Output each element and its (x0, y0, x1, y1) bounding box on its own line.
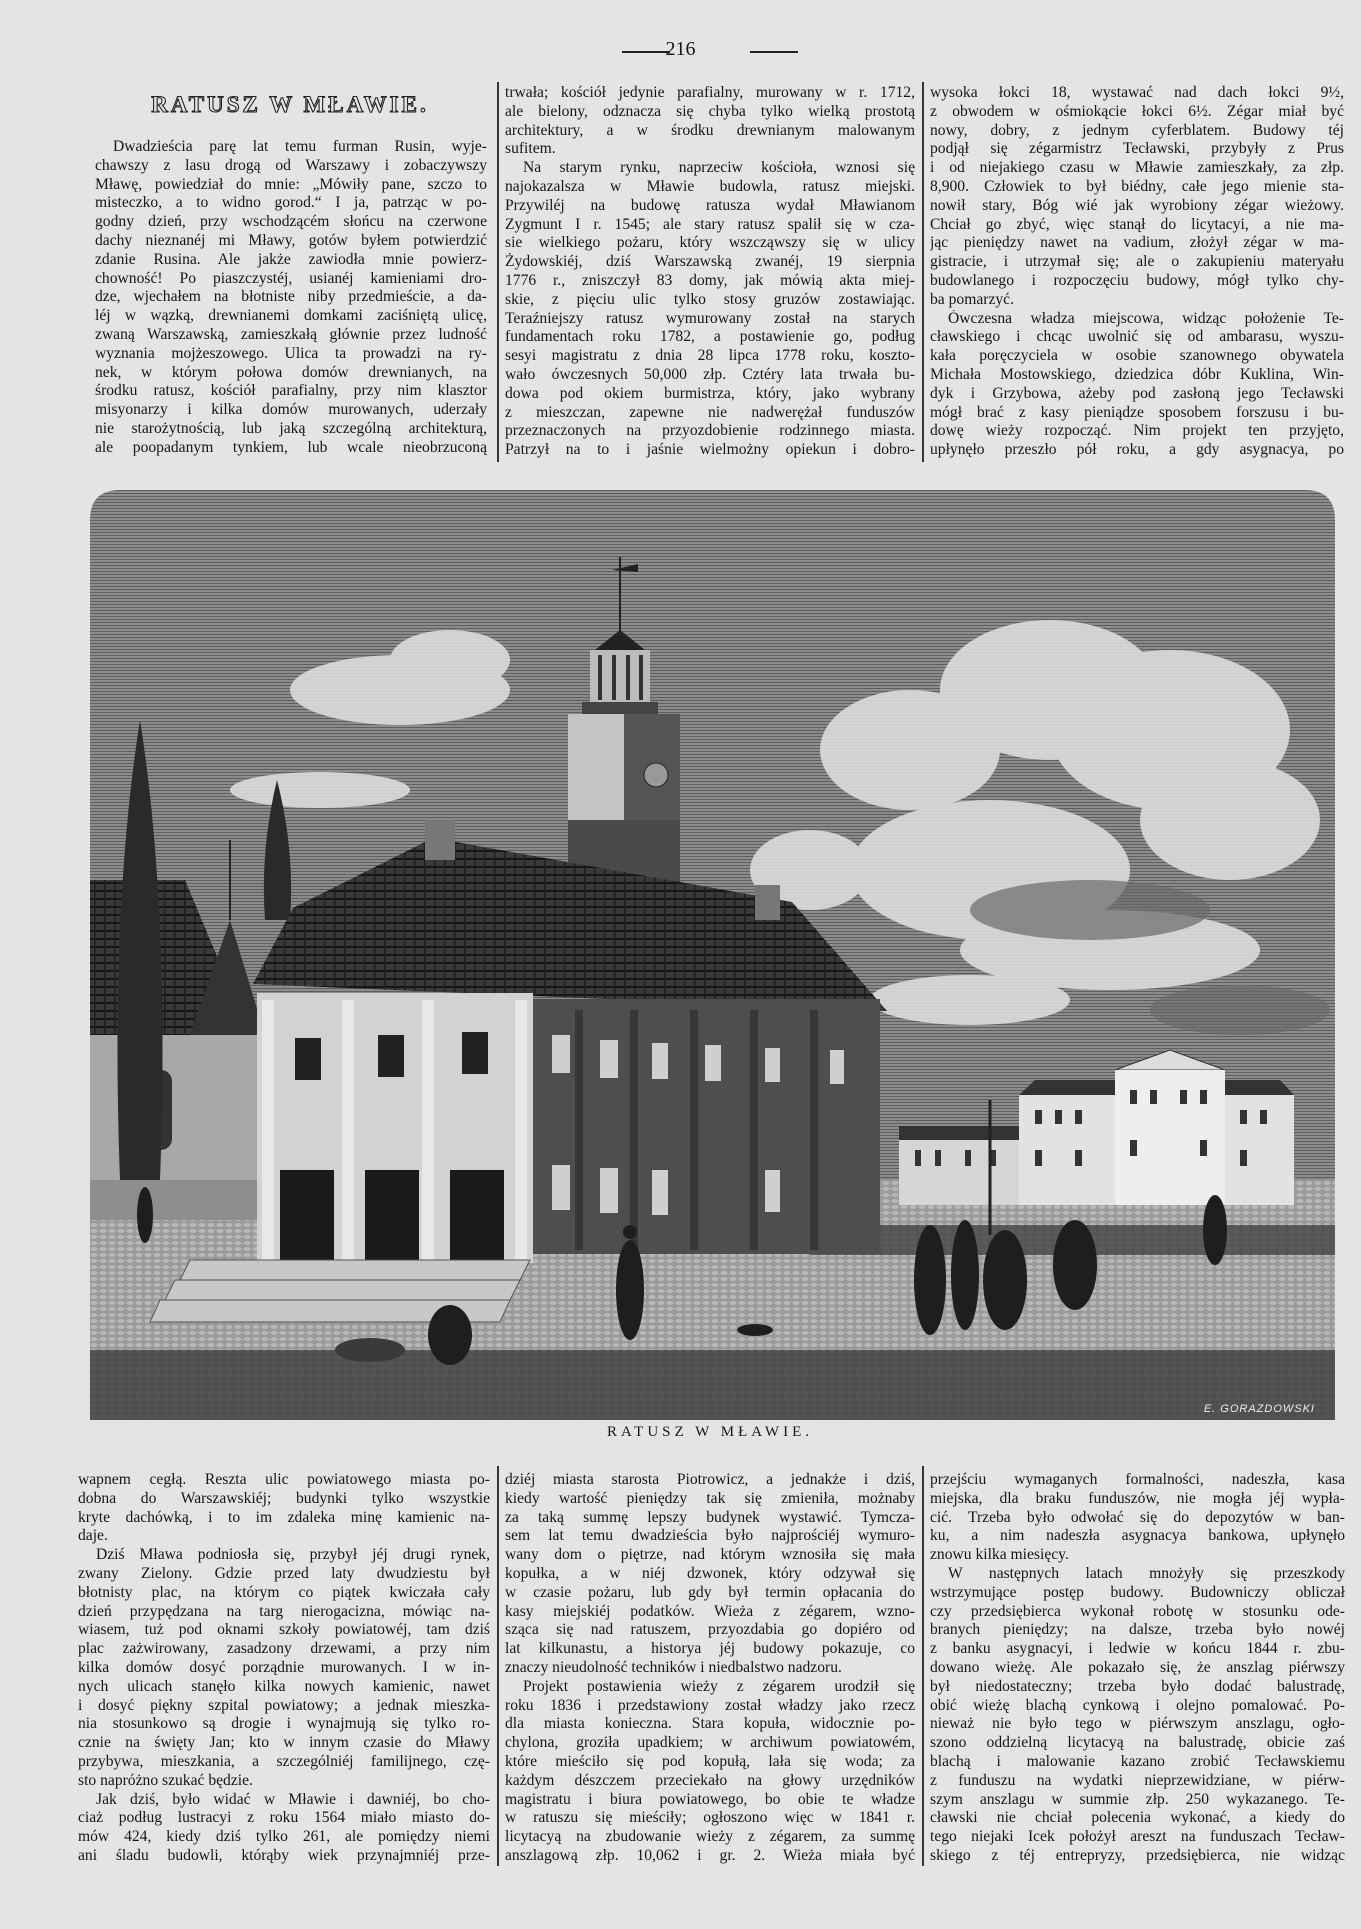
text-line: przybywa, mieszkania, a szczególniéj familijnego, czę- (78, 1752, 490, 1770)
text-line: dla miasta konieczna. Stara kopuła, widocznie po- (505, 1715, 915, 1733)
text-line: wało ówczesnych 50,000 złp. Cztéry lata trwała bu- (505, 365, 915, 383)
text-line: zdanie Rusina. Ale jakże zawiodła mnie powierz- (95, 250, 487, 268)
top-column-3 (930, 84, 1344, 460)
text-line: czy przedsiębierca wykonał robotę w stosunku ode- (930, 1602, 1345, 1620)
text-line: Chciał go zbyć, więc stanął do licytacyi, a nie ma- (930, 215, 1344, 233)
text-line: wiasem, tuż pod oknami szkoły powiatowéj, tam dziś (78, 1621, 490, 1639)
text-line: godny dzień, przy wschodzącém słońcu na czerwone (95, 213, 487, 231)
text-line: dze, wjechałem na błotniste niby przedmieście, a da- (95, 288, 487, 306)
text-line: tego niejaki Icek położył areszt na funduszach Tecław- (930, 1828, 1345, 1846)
text-line: chawszy z lasu drogą od Warszawy i zobaczywszy (95, 156, 487, 174)
text-line: licytacyą na zbudowanie wieży z zégarem, za summę (505, 1828, 915, 1846)
text-line: dobna do Warszawskiéj; budynki tylko wszystkie (78, 1489, 490, 1507)
column-rule (497, 82, 499, 462)
text-line: gistracie, i utrzymał się; ale o zakupieniu materyału (930, 253, 1344, 271)
text-line: Patrzył na to i jaśnie wielmożny opiekun i dobro- (505, 441, 915, 459)
column-rule (922, 82, 924, 462)
page-number: 216 (665, 38, 696, 60)
text-line: z mieszczan, zapewne nie nadwerężał funduszów (505, 403, 915, 421)
text-line: skiego z téj entrepryzy, przedsiębierca, nie widząc (930, 1846, 1345, 1864)
town-hall (257, 993, 880, 1263)
text-line: Zygmunt I r. 1545; ale stary ratusz spalił się w cza- (505, 215, 915, 233)
text-line: najokazalsza w Mławie budowla, ratusz miejski. (505, 177, 915, 195)
text-line: sem lat temu dwadzieścia było najprościéj wymuro- (505, 1527, 915, 1545)
text-line: dowano wieżę. Ale pokazało się, że anszlag piérwszy (930, 1658, 1345, 1676)
paragraph (505, 84, 915, 159)
text-line: w czasie pożaru, lub gdy był termin opłacania do (505, 1583, 915, 1601)
text-line: lat kilkunastu, a historya jéj budowy pokazuje, co (505, 1640, 915, 1658)
text-line: dowa pod okiem burmistrza, który, jako wybrany (505, 384, 915, 402)
chimney (755, 885, 780, 920)
text-line: środku ratusz, kościół parafialny, przy nim klasztor (95, 382, 487, 400)
text-line: wyznania mojżeszowego. Ulica ta prowadzi na ry- (95, 344, 487, 362)
text-line: léj w wązką, drewnianemi domkami zaciśniętą ulicę, (95, 307, 487, 325)
text-line: magistratu i biura powiatowego, bo obie te władze (505, 1790, 915, 1808)
paragraph (78, 1791, 490, 1866)
text-line: przeznaczonych na przyozdobienie rodzinnego miasta. (505, 422, 915, 440)
text-line: Projekt postawienia wieży z zégarem urodził się (523, 1677, 915, 1695)
top-column-1 (95, 138, 487, 458)
text-line: nieważ nie było tego w piérwszym anszlagu, ogło- (930, 1715, 1345, 1733)
text-line: kiedy wartość pieniędzy tak się zmieniła, możnaby (505, 1489, 915, 1507)
chimney (425, 820, 455, 860)
text-line: kopułka, a w niéj dzwonek, który odzywał się (505, 1564, 915, 1582)
bottom-column-2 (505, 1471, 915, 1866)
text-line: architektury, a w środku drewnianym malowanym (505, 121, 915, 139)
text-line: Ówczesna władza miejscowa, widząc położenie Te- (948, 309, 1344, 327)
text-line: dachy nieznanéj mi Mławy, gotów byłem potwierdzić (95, 231, 487, 249)
text-line: sie wielkiego pożaru, który wszcząwszy się w ulicy (505, 234, 915, 252)
text-line: jąc pieniędzy nawet na vadium, złożył zégar w ma- (930, 234, 1344, 252)
text-line: każdym dészczem przeciekało na głowy urzędników (505, 1771, 915, 1789)
text-line: ku, a nim nadeszła asygnacya bankowa, upłynęło (930, 1527, 1345, 1545)
text-line: Przywiléj na budowę ratusza wydał Mławianom (505, 196, 915, 214)
column-rule (922, 1466, 924, 1866)
text-line: wany dom o piętrze, nad którym wznosiła się mała (505, 1546, 915, 1564)
text-line: anszlagową złp. 10,062 i gr. 2. Wieża miała być (505, 1846, 915, 1864)
text-line: cznie na święty Jan; kto w innym czasie do Mławy (78, 1734, 490, 1752)
text-line: Dwadzieścia parę lat temu furman Rusin, wyje- (113, 138, 487, 155)
text-line: nych ulicach stanęło kilka nowych kamienic, nawet (78, 1677, 490, 1695)
text-line: zwany Zielony. Gdzie przed laty dwudziestu był (78, 1564, 490, 1582)
text-line: z obwodem w ośmiokącie łokci 6½. Zégar miał być (930, 102, 1344, 120)
text-line: cławski nie chciał polecenia wykonać, a kiedy do (930, 1809, 1345, 1827)
paragraph (95, 138, 487, 458)
text-line: ba pomarzyć. (930, 290, 1014, 308)
paragraph (78, 1546, 490, 1790)
text-line: Jak dziś, było widać w Mławie i dawniéj, bo cho- (96, 1790, 490, 1808)
text-line: trwała; kościół jedynie parafialny, murowany w r. 1712, (505, 84, 915, 101)
text-line: obić wieżę blachą cynkową i olejno pomalować. Po- (930, 1696, 1345, 1714)
text-line: nie starożytnością, lub jaką szczególną architekturą, (95, 419, 487, 437)
text-line: ale poopadanym tynkiem, lub wcale nieobrzuconą (95, 438, 487, 456)
text-line: nowy, dobry, z jednym cyferblatem. Budowy téj (930, 121, 1344, 139)
paragraph (505, 159, 915, 460)
text-line: szym anszlagu w summie złp. 250 wykazanego. Te- (930, 1790, 1345, 1808)
text-line: dzień przypędzana na targ nierogacizna, mówiąc na- (78, 1602, 490, 1620)
text-line: ciaż podług lustracyi z roku 1564 miało miasto do- (78, 1809, 490, 1827)
text-line: nia stosunkowo są drogie i wynajmują się tylko ro- (78, 1715, 490, 1733)
bottom-column-1 (78, 1471, 490, 1866)
text-line: kasy miejskiéj podatków. Wieża z zégarem, wzno- (505, 1602, 915, 1620)
text-line: upłynęło przeszło pół roku, a gdy asygnacya, po (930, 441, 1344, 459)
text-line: w ratuszu się mieściły; ogłoszono więc w 1841 r. (505, 1809, 915, 1827)
text-line: kilka domów dosyć porządnie murowanych. I w in- (78, 1658, 490, 1676)
text-line: przejściu wymaganych formalności, nadeszła, kasa (930, 1471, 1345, 1488)
text-line: znowu kilka miesięcy. (930, 1546, 1069, 1564)
text-line: ani śladu budowli, którąby wiek przynajmniéj prze- (78, 1846, 490, 1864)
text-line: chowność! Po piaszczystéj, usianéj kamieniami dro- (95, 269, 487, 287)
text-line: które mieściło się pod kopułą, lała się woda; za (505, 1752, 915, 1770)
text-line: błotnisty plac, na którym co piątek kwiczała cały (78, 1583, 490, 1601)
text-line: i dosyć piękny szpital powiatowy; a jednak mieszka- (78, 1696, 490, 1714)
page-number-dash-right (750, 51, 798, 53)
text-line: W następnych latach mnożyły się przeszkody (948, 1564, 1345, 1582)
text-line: budowlanego i rozpoczęciu budowy, mógł tylko chy- (930, 271, 1344, 289)
paragraph (930, 310, 1344, 460)
text-line: sto napróżno szukać będzie. (78, 1771, 253, 1789)
text-line: miejska, dla braku funduszów, nie mogła jéj wypła- (930, 1489, 1345, 1507)
paragraph (78, 1471, 490, 1546)
text-line: mów 424, kiedy dziś tylko 261, ale pomiędzy niemi (78, 1828, 490, 1846)
text-line: i od niejakiego czasu w Mławie zamieszkały, za złp. (930, 159, 1344, 177)
text-line: sząca się nad ratuszem, przyozdabia go dopiéro od (505, 1621, 915, 1639)
text-line: Dziś Mława podniosła się, przybył jéj drugi rynek, (96, 1546, 490, 1564)
text-line: Teraźniejszy ratusz wymurowany został na starych (505, 309, 915, 327)
text-line: z funduszu na wydatki nieprzewidziane, w piérw- (930, 1771, 1345, 1789)
text-line: Michała Mostowskiego, dziedzica dóbr Kuklina, Win- (930, 365, 1344, 383)
text-line: Na starym rynku, naprzeciw kościoła, wznosi się (523, 159, 915, 177)
paragraph (930, 84, 1344, 310)
paragraph (930, 1471, 1345, 1565)
text-line: wapnem cegłą. Reszta ulic powiatowego miasta po- (78, 1471, 490, 1488)
text-line: za taką summę lepszy budynek wystawić. Tymcza- (505, 1508, 915, 1526)
text-line: wysoka łokci 18, wystawać nad dach łokci 9½, (930, 84, 1344, 101)
paragraph (505, 1471, 915, 1678)
text-line: fundamentach roku 1782, a postawienie go, podług (505, 328, 915, 346)
text-line: sesyi magistratu z dnia 28 lipca 1778 roku, koszto- (505, 347, 915, 365)
text-line: nowił stary, Bóg wié jak wyrobiony zégar wieżowy. (930, 196, 1344, 214)
article-title: RATUSZ W MŁAWIE. (151, 92, 429, 117)
text-line: szono oddzielną licytacyą na balustradę, obicie zaś (930, 1734, 1345, 1752)
text-line: dyk i Grzybowa, ażeby pod zasłoną jego Tecławski (930, 384, 1344, 402)
text-line: cławskiego i chcąc uwolnić się od ambarasu, wyszu- (930, 328, 1344, 346)
text-line: branych pieniędzy; na dalsze, trzeba było nowéj (930, 1621, 1345, 1639)
text-line: wstrzymujące postęp budowy. Budowniczy obliczał (930, 1583, 1345, 1601)
illustration-caption: RATUSZ W MŁAWIE. (607, 1424, 813, 1440)
text-line: mógł brać z kasy pieniądze sposobem forszusu i bu- (930, 403, 1344, 421)
paragraph (505, 1678, 915, 1866)
text-line: daje. (78, 1527, 108, 1545)
top-column-2 (505, 84, 915, 460)
text-line: blachą i malowanie kazano zrobić Tecławskiemu (930, 1752, 1345, 1770)
text-line: podjął się zégarmistrz Tecławski, przybyły z Prus (930, 140, 1344, 158)
text-line: znaczy nieudolność techników i niedbalstwo nadzoru. (505, 1658, 842, 1676)
text-line: Żydowskiéj, dziś Warszawską zwanéj, 19 sierpnia (505, 253, 915, 271)
text-line: plac zażwirowany, zasadzony drzewami, a przy nim (78, 1640, 490, 1658)
bottom-column-3 (930, 1471, 1345, 1866)
text-line: cić. Trzeba było odwołać się do depozytów w ban- (930, 1508, 1345, 1526)
text-line: roku 1836 i przedstawiony został władzy jako rzecz (505, 1696, 915, 1714)
text-line: chylona, groziła upadkiem; w archiwum powiatowém, (505, 1734, 915, 1752)
text-line: sufitem. (505, 140, 556, 158)
engraver-signature: E. GORAZDOWSKI (1203, 1403, 1315, 1415)
text-line: 1776 r., zniszczył 83 domy, jak mówią akta miej- (505, 271, 915, 289)
steps (150, 1260, 530, 1322)
text-line: misyonarzy i kilka domów murowanych, uderzały (95, 401, 487, 419)
text-line: był niedostateczny; trzeba było dodać balustradę, (930, 1677, 1345, 1695)
text-line: zwaną Warszawską, zamieszkałą głównie przez ludność (95, 325, 487, 343)
text-line: 8,900. Człowiek to był biédny, całe jego mienie sta- (930, 177, 1344, 195)
text-line: Mławę, powiedział do mnie: „Mówiły pane, szczo to (95, 175, 487, 193)
text-line: z banku asygnacyi, i ledwie w końcu 1844 r. zbu- (930, 1640, 1345, 1658)
text-line: dowę wieży rozpocząć. Nim projekt ten przyjęto, (930, 422, 1344, 440)
text-line: nek, w którym połowa domów drewnianych, na (95, 363, 487, 381)
text-line: kała poręczyciela w osobie szanownego obywatela (930, 347, 1344, 365)
column-rule (497, 1466, 499, 1866)
text-line: misteczko, a to widno gorod.“ I ja, patrząc w po- (95, 194, 487, 212)
text-line: kryte dachówką, i to im zdaleka minę kamienic na- (78, 1508, 490, 1526)
town-hall-engraving (90, 490, 1335, 1420)
text-line: skie, z pięciu ulic tylko stosy gruzów zostawiając. (505, 290, 915, 308)
text-line: dziéj miasta starosta Piotrowicz, a jednakże i dziś, (505, 1471, 915, 1488)
paragraph (930, 1565, 1345, 1866)
text-line: ale bielony, odznacza się chyba tylko wielką prostotą (505, 102, 915, 120)
